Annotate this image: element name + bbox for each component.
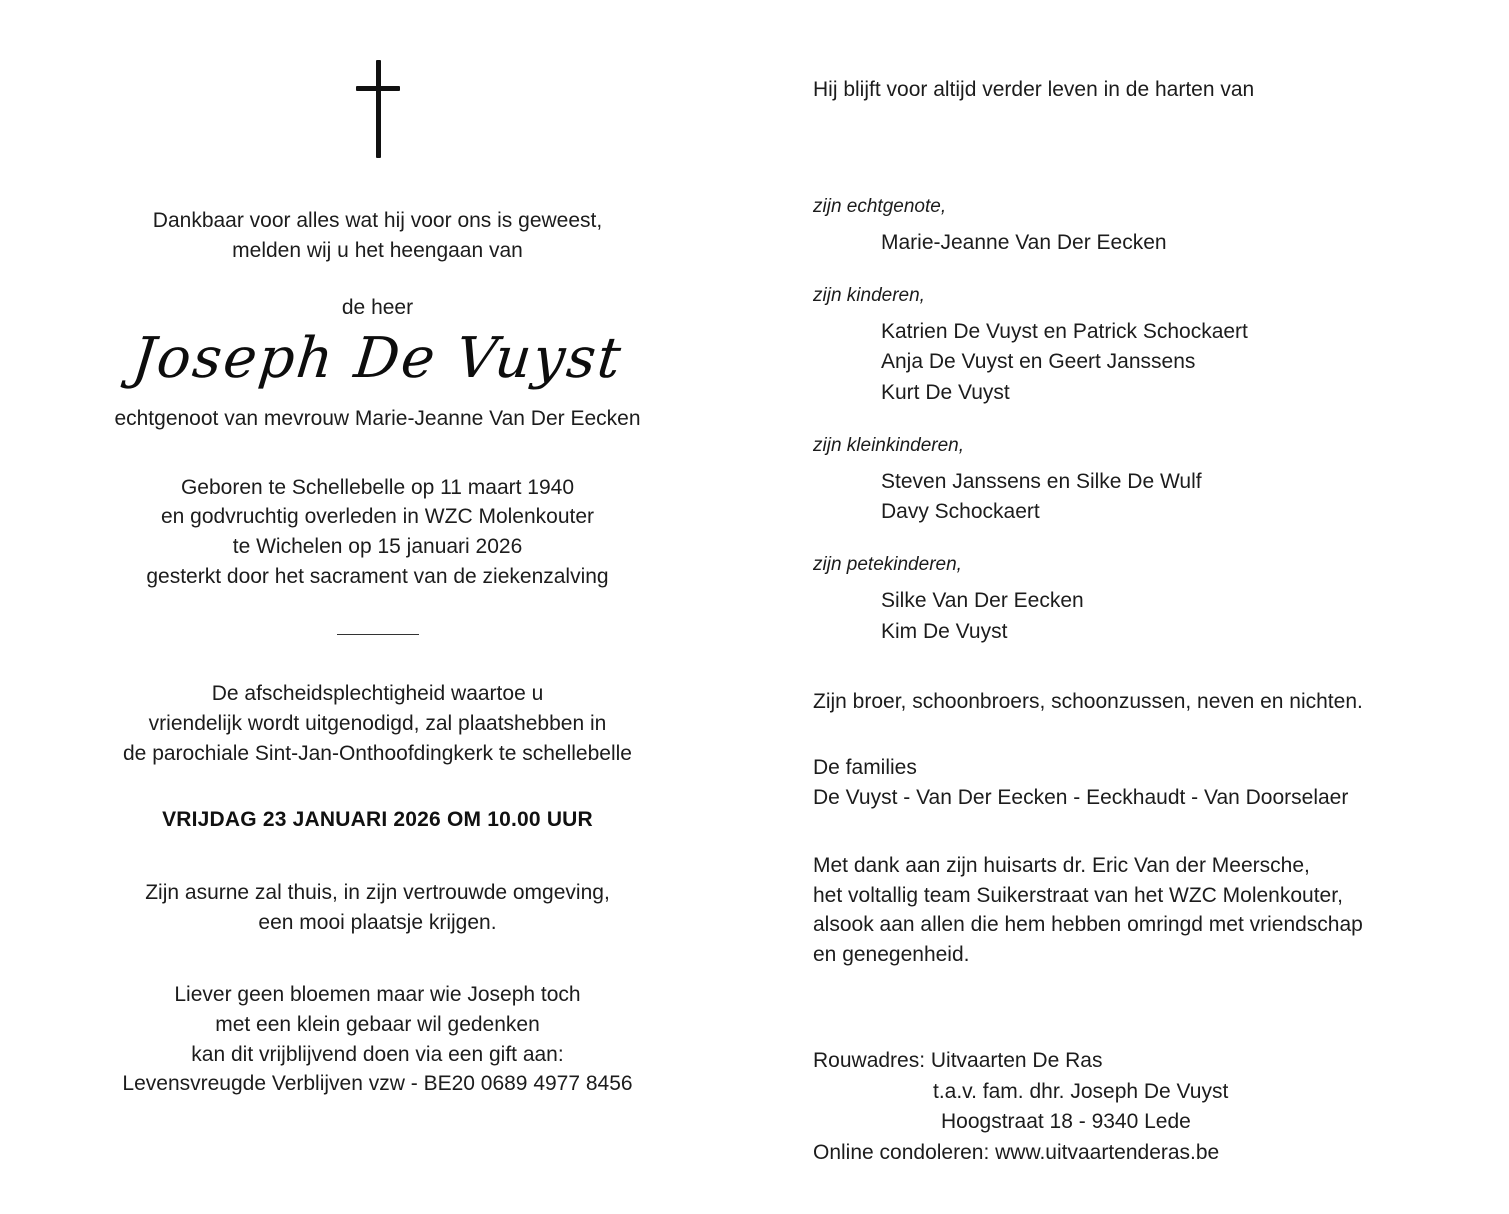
urn-note-line-2: een mooi plaatsje krijgen. bbox=[258, 911, 497, 935]
ceremony-line-1: De afscheidsplechtigheid waartoe u bbox=[211, 681, 544, 705]
survivor-group-spouse bbox=[813, 196, 1449, 259]
online-condolences-line: Online condoleren: www.uitvaartenderas.be bbox=[813, 1140, 1220, 1164]
list-item: Silke Van Der Eecken bbox=[881, 588, 1084, 612]
mourning-address-line-3: Hoogstraat 18 - 9340 Lede bbox=[941, 1110, 1191, 1134]
donation-note-line-3: kan dit vrijblijvend doen via een gift aan: bbox=[191, 1042, 564, 1066]
survivor-group-names bbox=[813, 317, 1449, 409]
cross-icon-wrap bbox=[60, 60, 695, 170]
cross-horizontal-bar bbox=[356, 86, 400, 91]
relatives-line: Zijn broer, schoonbroers, schoonzussen, neven en nichten. bbox=[813, 690, 1363, 714]
families-label: De families bbox=[813, 756, 917, 780]
ceremony-line-3: de parochiale Sint-Jan-Onthoofdingkerk te schellebelle bbox=[123, 741, 632, 765]
survivor-group-godchildren bbox=[813, 554, 1449, 647]
list-item: Marie-Jeanne Van Der Eecken bbox=[881, 231, 1167, 254]
survivor-group-children bbox=[813, 285, 1449, 409]
cross-vertical-bar bbox=[376, 60, 381, 158]
mourning-address-block bbox=[813, 1046, 1449, 1169]
list-item: Steven Janssens en Silke De Wulf bbox=[881, 469, 1202, 493]
opening-statement bbox=[60, 206, 695, 266]
birth-line-1: Geboren te Schellebelle op 11 maart 1940 bbox=[180, 475, 575, 499]
urn-note-line-1: Zijn asurne zal thuis, in zijn vertrouwde omgeving, bbox=[145, 881, 610, 905]
urn-note bbox=[60, 878, 695, 938]
list-item: Kurt De Vuyst bbox=[881, 380, 1010, 404]
cross-icon bbox=[356, 60, 400, 158]
survivor-group-label: zijn echtgenote, bbox=[813, 196, 947, 217]
list-item: Katrien De Vuyst en Patrick Schockaert bbox=[881, 319, 1248, 343]
opening-statement-line-1: Dankbaar voor alles wat hij voor ons is geweest, bbox=[152, 209, 603, 232]
donation-note-line-2: met een klein gebaar wil gedenken bbox=[215, 1012, 540, 1036]
birth-death-block bbox=[60, 473, 695, 592]
survivor-group-label: zijn kleinkinderen, bbox=[813, 434, 965, 456]
donation-note bbox=[60, 980, 695, 1099]
donation-account-line: Levensvreugde Verblijven vzw - BE20 0689 4977 8456 bbox=[122, 1072, 633, 1096]
right-column bbox=[755, 0, 1509, 1214]
spacer bbox=[813, 259, 1449, 285]
donation-note-line-1: Liever geen bloemen maar wie Joseph toch bbox=[174, 982, 581, 1006]
survivor-group-label: zijn petekinderen, bbox=[813, 553, 962, 575]
spacer bbox=[813, 102, 1449, 196]
list-item: Kim De Vuyst bbox=[881, 619, 1008, 643]
survivor-group-names bbox=[813, 228, 1449, 259]
survivor-group-label: zijn kinderen, bbox=[813, 284, 925, 306]
ceremony-date: VRIJDAG 23 JANUARI 2026 OM 10.00 UUR bbox=[162, 808, 593, 832]
section-divider bbox=[337, 634, 419, 635]
title-prefix: de heer bbox=[341, 295, 414, 319]
families-block bbox=[813, 753, 1449, 813]
list-item: Anja De Vuyst en Geert Janssens bbox=[881, 350, 1196, 374]
survivor-group-names bbox=[813, 586, 1449, 647]
birth-line-4: gesterkt door het sacrament van de ziekenzalving bbox=[146, 565, 609, 589]
survivor-group-grandchildren bbox=[813, 435, 1449, 528]
opening-statement-line-2: melden wij u het heengaan van bbox=[232, 238, 523, 262]
ceremony-block bbox=[60, 679, 695, 768]
thanks-line-2: het voltallig team Suikerstraat van het WZC Molenkouter, bbox=[813, 883, 1343, 907]
thanks-line-4: en genegenheid. bbox=[813, 943, 970, 967]
deceased-name: Joseph De Vuyst bbox=[129, 325, 626, 391]
families-names: De Vuyst - Van Der Eecken - Eeckhaudt - Van Doorselaer bbox=[813, 785, 1349, 809]
birth-line-3: te Wichelen op 15 januari 2026 bbox=[232, 535, 523, 559]
survivors-intro: Hij blijft voor altijd verder leven in de harten van bbox=[813, 78, 1255, 101]
mourning-address-line-2: t.a.v. fam. dhr. Joseph De Vuyst bbox=[933, 1079, 1229, 1103]
thanks-block bbox=[813, 851, 1449, 970]
mourning-address-line-1: Rouwadres: Uitvaarten De Ras bbox=[813, 1048, 1103, 1072]
thanks-line-1: Met dank aan zijn huisarts dr. Eric Van der Meersche, bbox=[813, 853, 1310, 877]
ceremony-line-2: vriendelijk wordt uitgenodigd, zal plaatshebben in bbox=[148, 711, 607, 735]
spacer bbox=[813, 528, 1449, 554]
spouse-relation-line: echtgenoot van mevrouw Marie-Jeanne Van Der Eecken bbox=[114, 406, 641, 430]
thanks-line-3: alsook aan allen die hem hebben omringd met vriendschap bbox=[813, 913, 1363, 937]
spacer bbox=[813, 409, 1449, 435]
list-item: Davy Schockaert bbox=[881, 500, 1040, 524]
survivor-group-names bbox=[813, 467, 1449, 528]
birth-line-2: en godvruchtig overleden in WZC Molenkouter bbox=[160, 505, 595, 529]
